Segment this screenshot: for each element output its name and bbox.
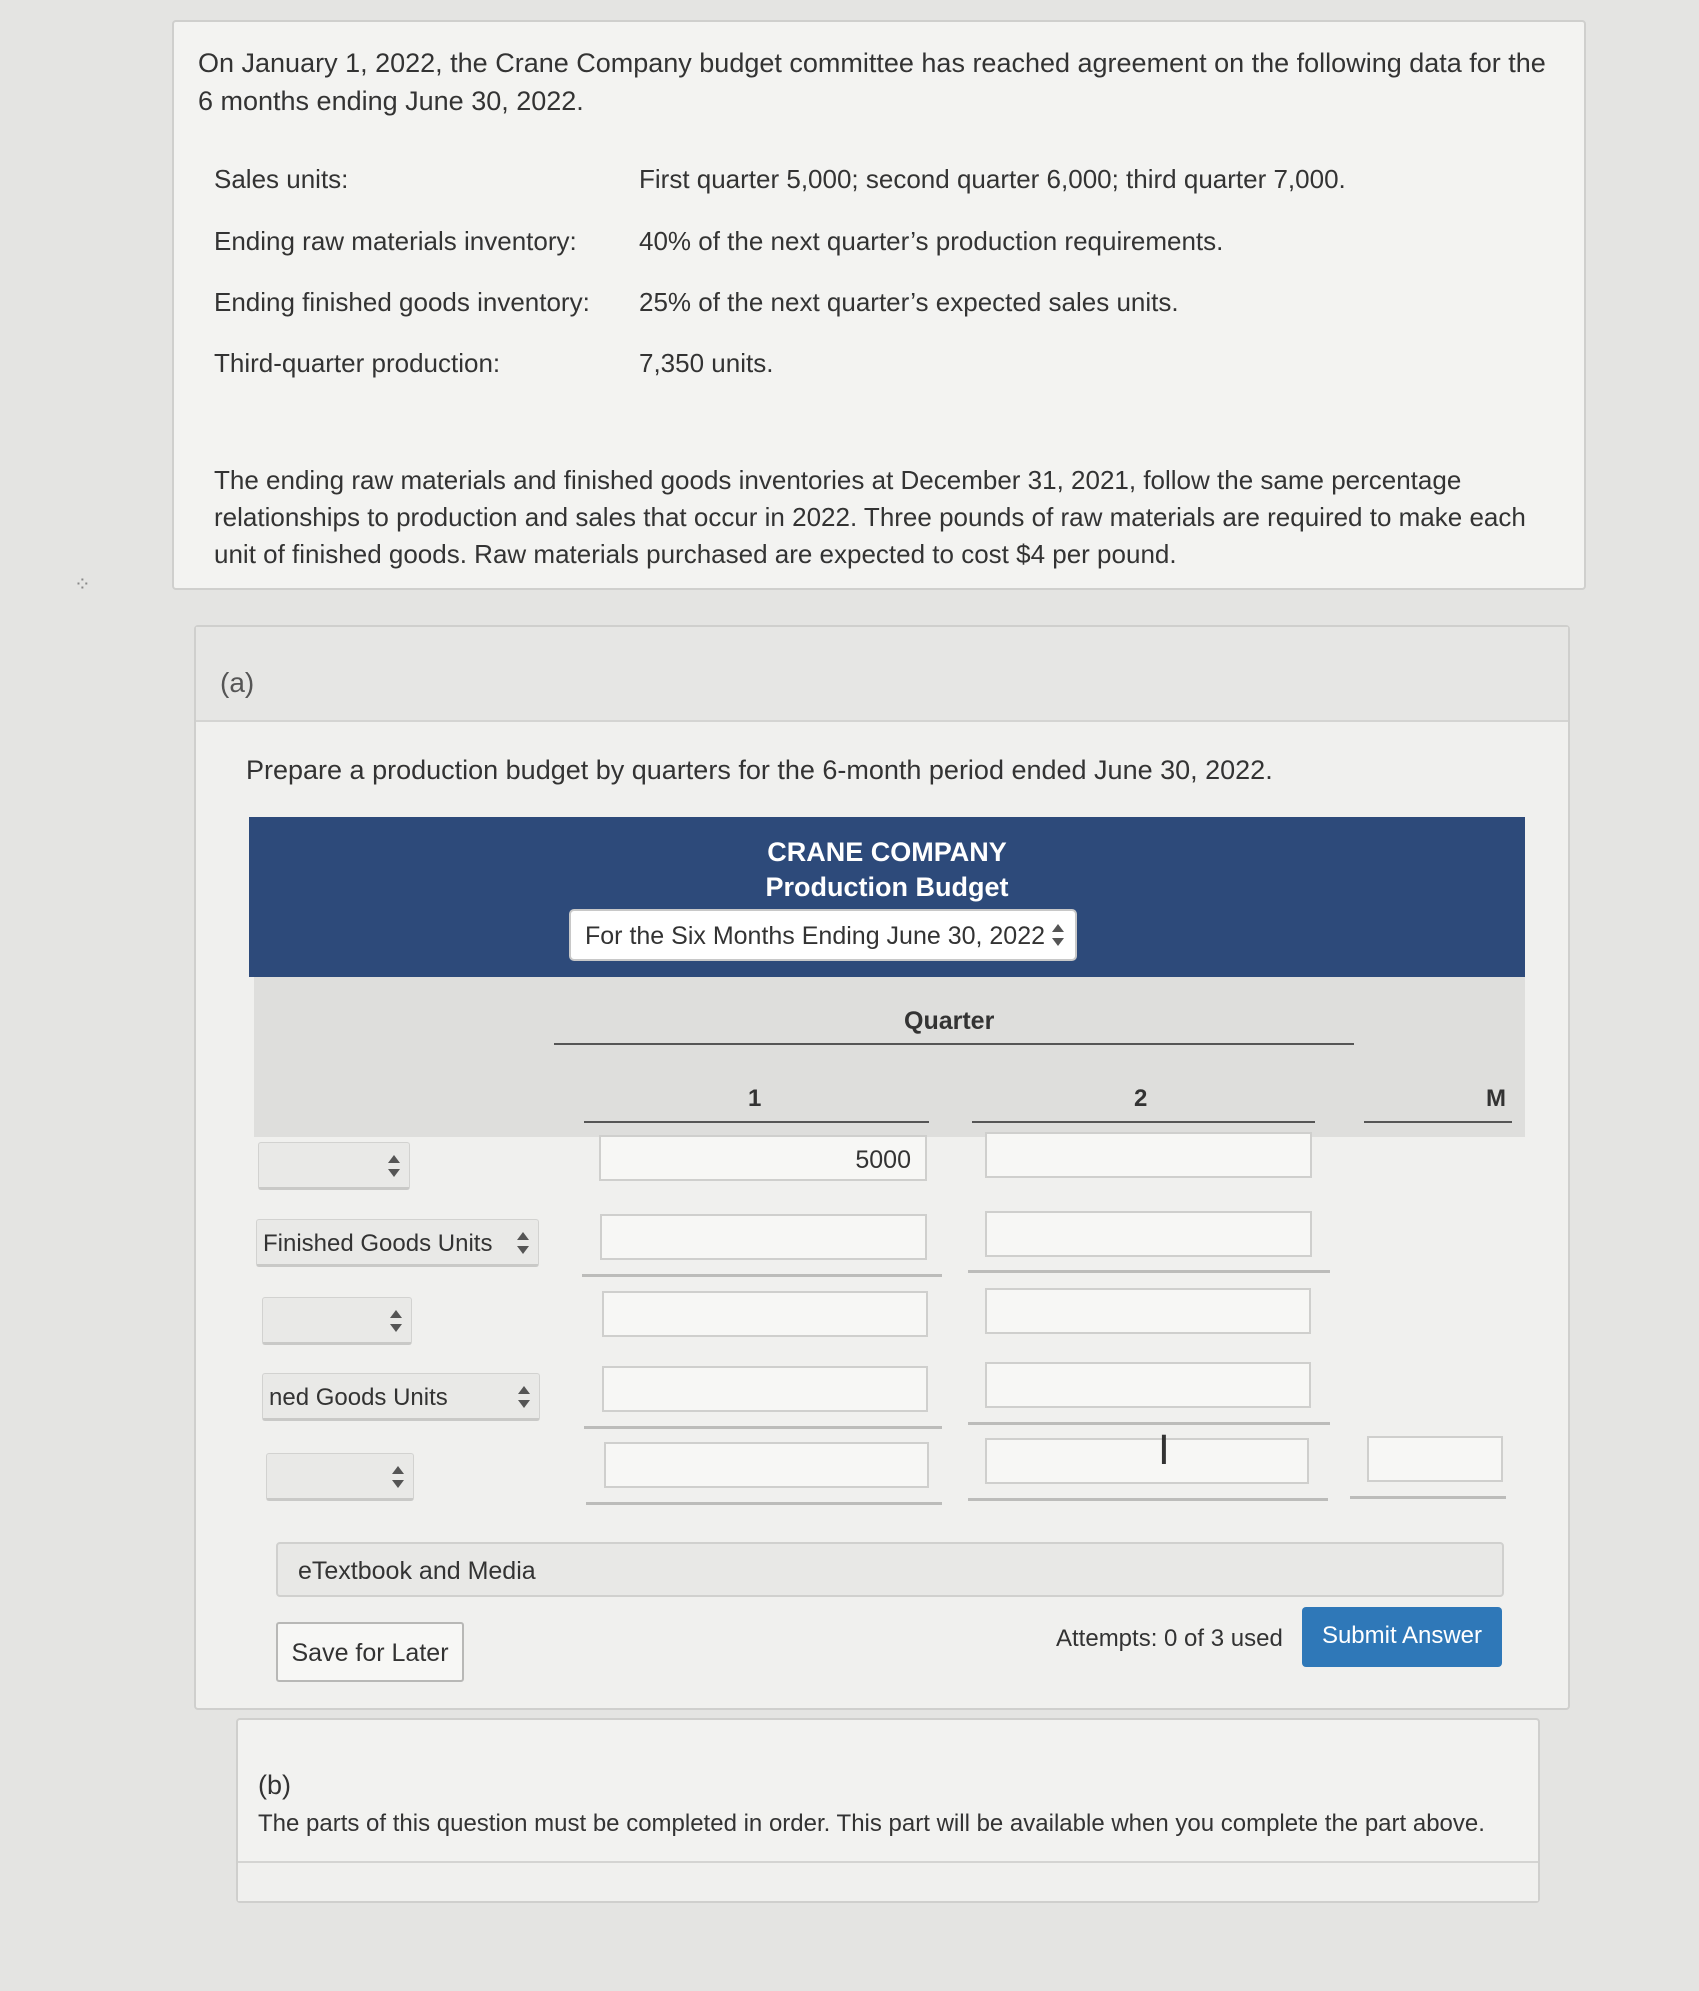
column-header-m: M xyxy=(1486,1085,1506,1112)
data-label: Third-quarter production: xyxy=(214,348,501,378)
column-underline xyxy=(972,1121,1315,1123)
part-b-label: (b) xyxy=(258,1770,291,1800)
q1-input[interactable]: 5000 xyxy=(599,1135,927,1181)
save-for-later-button[interactable]: Save for Later xyxy=(276,1622,464,1682)
problem-closing: The ending raw materials and finished goods inventories at December 31, 2021, follow the same percentage relationships to production and sales that occur in 2022. Three pounds of raw materials are required to make each unit of finished goods. Raw materials purchased are expected to cost $4 per pound. xyxy=(214,465,1526,569)
q1-input[interactable] xyxy=(602,1291,928,1337)
quarter-underline xyxy=(554,1043,1354,1045)
total-line xyxy=(1350,1496,1506,1499)
column-header-area xyxy=(254,977,1525,1137)
data-value: First quarter 5,000; second quarter 6,000; third quarter 7,000. xyxy=(639,164,1346,194)
updown-spinner-icon xyxy=(391,1466,405,1488)
q2-input[interactable] xyxy=(985,1438,1309,1484)
q1-input[interactable] xyxy=(604,1442,929,1488)
attempts-counter: Attempts: 0 of 3 used xyxy=(1056,1625,1283,1652)
data-value: 25% of the next quarter’s expected sales units. xyxy=(639,287,1179,317)
column-header-q2: 2 xyxy=(1134,1085,1148,1112)
budget-header xyxy=(249,817,1525,977)
part-a-prompt: Prepare a production budget by quarters for the 6-month period ended June 30, 2022. xyxy=(246,755,1273,785)
q2-input[interactable] xyxy=(985,1362,1311,1408)
subtotal-line xyxy=(584,1426,942,1429)
row-label-value: ned Goods Units xyxy=(269,1384,448,1411)
row-label-select[interactable] xyxy=(266,1453,414,1501)
row-label-select-finished-goods[interactable] xyxy=(256,1219,539,1267)
etextbook-media-link[interactable]: eTextbook and Media xyxy=(276,1542,1504,1597)
period-select-value: For the Six Months Ending June 30, 2022 xyxy=(585,922,1046,950)
q1-input[interactable] xyxy=(600,1214,927,1260)
part-b-footer xyxy=(238,1861,1538,1901)
part-b-panel xyxy=(236,1718,1540,1903)
q1-input[interactable] xyxy=(602,1366,928,1412)
data-value: 7,350 units. xyxy=(639,348,774,378)
q2-input[interactable] xyxy=(985,1132,1312,1178)
data-label: Ending finished goods inventory: xyxy=(214,287,590,317)
subtotal-line xyxy=(968,1422,1330,1425)
column-header-q1: 1 xyxy=(748,1085,762,1112)
row-label-select[interactable] xyxy=(262,1297,412,1345)
total-line xyxy=(968,1498,1328,1501)
q2-input[interactable] xyxy=(985,1288,1311,1334)
text-cursor-icon: I xyxy=(1158,1428,1170,1474)
q2-input[interactable] xyxy=(985,1211,1312,1257)
data-value: 40% of the next quarter’s production requirements. xyxy=(639,226,1224,256)
part-b-message: The parts of this question must be completed in order. This part will be available when you complete the part above. xyxy=(258,1810,1485,1837)
data-label: Sales units: xyxy=(214,164,349,194)
part-a-panel xyxy=(194,625,1570,1710)
updown-spinner-icon xyxy=(517,1386,531,1408)
row-label-value: Finished Goods Units xyxy=(263,1230,493,1257)
submit-answer-button[interactable]: Submit Answer xyxy=(1302,1607,1502,1667)
subtotal-line xyxy=(968,1270,1330,1273)
data-label: Ending raw materials inventory: xyxy=(214,226,577,256)
updown-spinner-icon xyxy=(1051,924,1065,946)
quarter-heading: Quarter xyxy=(904,1007,995,1035)
updown-spinner-icon xyxy=(387,1155,401,1177)
period-select[interactable] xyxy=(569,909,1077,961)
subtotal-line xyxy=(582,1274,942,1277)
part-a-label: (a) xyxy=(220,667,255,698)
updown-spinner-icon xyxy=(389,1310,403,1332)
row-label-select[interactable] xyxy=(258,1142,410,1190)
sparkle-icon: ⁘ xyxy=(74,572,91,596)
column-underline xyxy=(584,1121,929,1123)
total-line xyxy=(586,1502,942,1505)
updown-spinner-icon xyxy=(516,1232,530,1254)
problem-statement-panel xyxy=(172,20,1586,590)
budget-title: Production Budget xyxy=(765,872,1009,902)
problem-intro: On January 1, 2022, the Crane Company budget committee has reached agreement on the following data for the 6 months ending June 30, 2022. xyxy=(198,48,1546,116)
column-underline xyxy=(1364,1121,1512,1123)
part-a-header xyxy=(196,627,1568,722)
company-name: CRANE COMPANY xyxy=(767,837,1007,867)
row-label-select-finished-goods[interactable] xyxy=(262,1373,540,1421)
m-input[interactable] xyxy=(1367,1436,1503,1482)
